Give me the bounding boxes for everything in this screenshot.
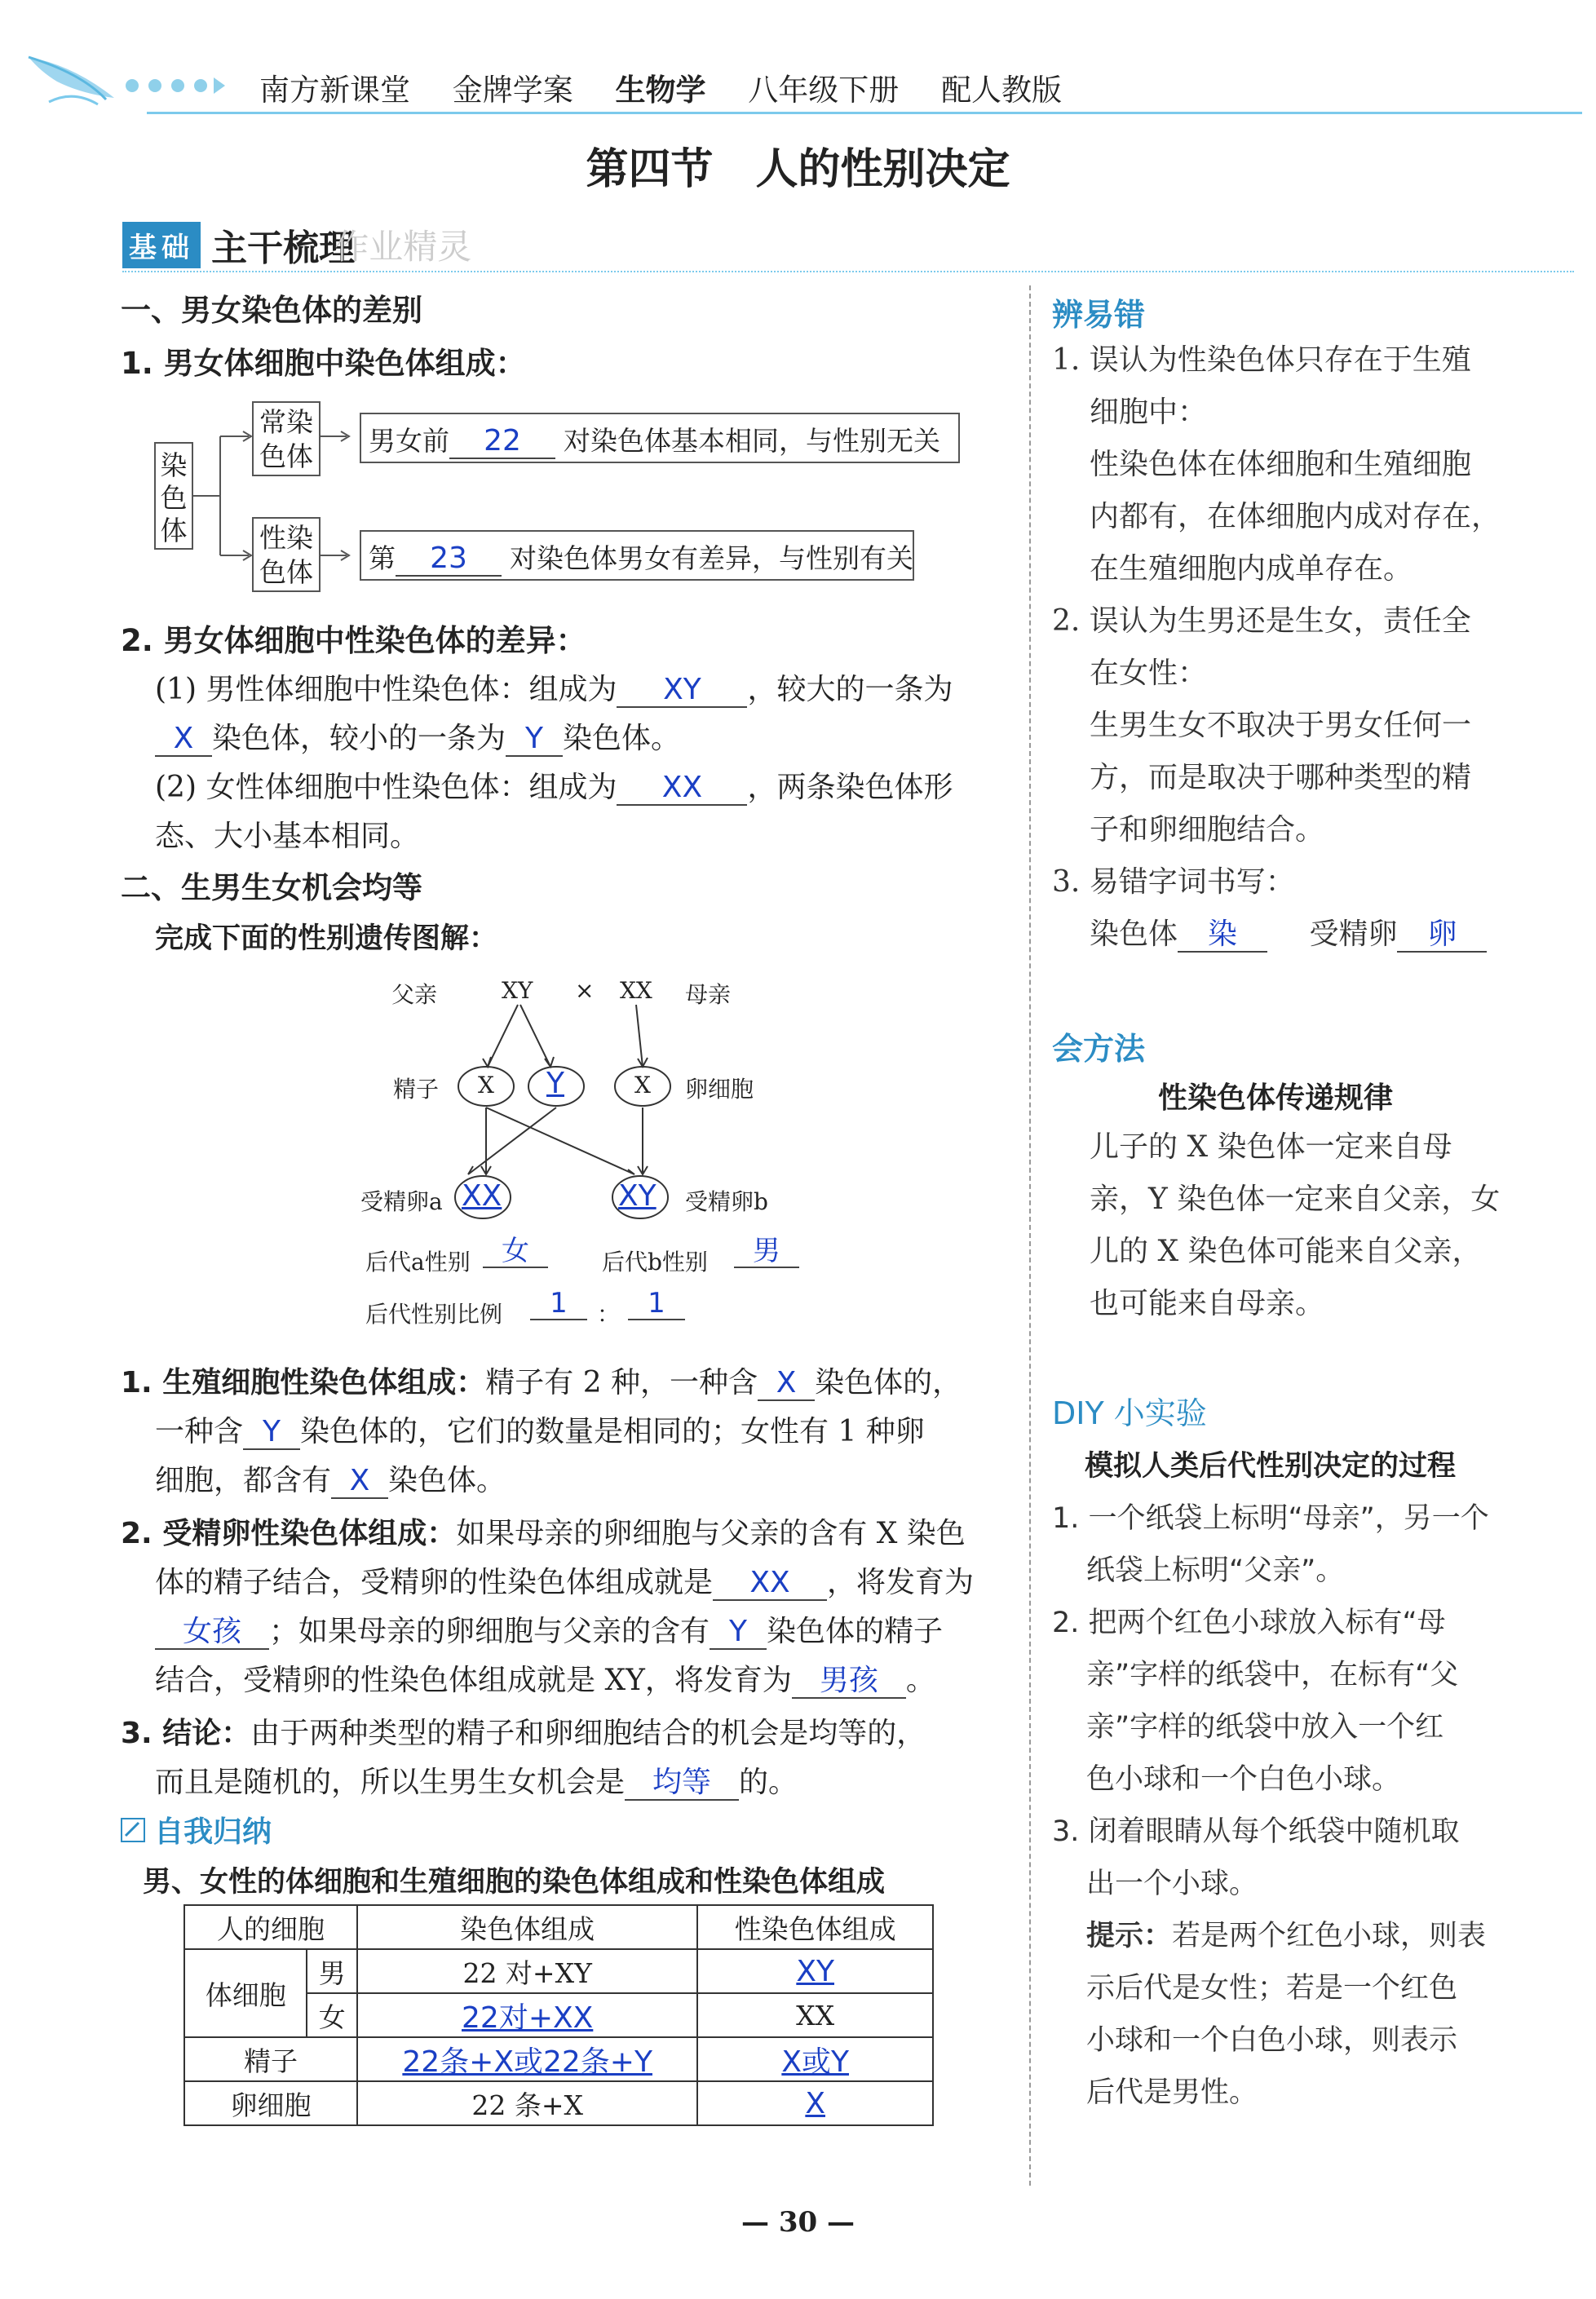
answer-y-smaller: Y [506,723,563,757]
method-line: 亲，Y 染色体一定来自父亲，女 [1090,1183,1501,1216]
table-header-row [184,1905,933,1949]
p2-line4 [155,1656,935,1706]
zygote-a-label: 受精卵a [360,1188,443,1215]
egg-x: X [634,1072,651,1099]
answer-xy: XY [617,674,747,708]
table-cell [697,2081,933,2125]
section-heading-1: 一、男女染色体的差别 [121,293,422,328]
q2a-text1: (1) 男性体细胞中性染色体：组成为 [155,673,617,706]
tip-line [1052,1910,1550,1962]
answer-female-chrom: 22对+XX [462,2001,594,2035]
method-heading: 会方法 [1052,1031,1146,1067]
tree-root: 染色体 [160,449,188,546]
ratio-1: 1 [530,1289,587,1320]
banner-badge: 基础 [122,222,201,268]
err2-line: 方，而是取决于哪种类型的精 [1090,761,1472,794]
p1-c: 一种含 [155,1415,244,1448]
error-notes [1052,334,1541,961]
sex-b: 男 [734,1236,799,1268]
word-zygote: 受精卵 [1309,917,1398,951]
table-cell: XX [697,1993,933,2037]
err2-line: 在女性： [1090,657,1208,690]
p3-a: 由于两种类型的精子和卵细胞结合的机会是均等的， [250,1717,926,1750]
mother-genotype: XX [620,977,652,1004]
table-header: 染色体组成 [357,1905,697,1949]
q2b-line2: 态、大小基本相同。 [155,820,420,853]
inheritance-diagram [343,970,832,1337]
header-edition: 配人教版 [941,73,1063,108]
method-line: 也可能来自母亲。 [1090,1287,1325,1320]
word-chromosome: 染色体 [1090,917,1178,951]
header-subject: 生物学 [615,73,706,108]
p2-d: ；如果母亲的卵细胞与父亲的含有 [269,1615,710,1648]
answer-22: 22 [449,425,555,459]
answer-egg-sex: X [805,2086,825,2120]
p2-line2 [155,1558,974,1608]
tree-autosome: 常染色体 [259,406,313,472]
mother-label: 母亲 [685,981,732,1008]
egg-label: 卵细胞 [685,1076,754,1103]
answer-girl: 女孩 [155,1616,269,1650]
p1-f: 染色体。 [388,1464,506,1497]
table-cell: 精子 [184,2037,357,2081]
chromosome-table [183,1904,934,2126]
column-divider [1029,285,1031,2186]
tree-box2-pre: 第 [369,542,396,574]
ratio-separator: ： [597,1301,621,1328]
tip-line: 示后代是女性；若是一个红色 [1086,1972,1458,2005]
table-cell [357,2037,697,2081]
banner-title: 主干梳理 [211,228,356,269]
diy-line: 1. 一个纸袋上标明“母亲”，另一个 [1052,1502,1489,1535]
q2-heading: 2. 男女体细胞中性染色体的差异： [121,623,586,658]
table-cell: 22 对+XY [357,1949,697,1993]
p2-b: 体的精子结合，受精卵的性染色体组成就是 [155,1566,714,1599]
error-heading: 辨易错 [1052,297,1146,333]
p1-d: 染色体的，它们的数量是相同的；女性有 1 种卵 [300,1415,925,1448]
section-banner [122,219,471,267]
method-title: 性染色体传递规律 [1158,1081,1394,1115]
q2b-line1 [155,763,953,813]
diy-line: 亲”字样的纸袋中放入一个红 [1086,1711,1444,1744]
answer-ran: 染 [1178,918,1267,953]
q2a-line2 [155,714,680,764]
diy-line: 色小球和一个白色小球。 [1086,1763,1401,1796]
sex-a: 女 [483,1236,548,1268]
p3-title: 3. 结论： [121,1717,251,1750]
section-heading-2: 二、生男生女机会均等 [121,870,422,905]
answer-equal: 均等 [625,1766,739,1801]
father-genotype: XY [502,977,533,1004]
banner-rule [122,271,1574,274]
tree-box1-post: 对染色体基本相同，与性别无关 [564,425,940,457]
header-series: 南方新课堂 [259,73,410,108]
q2a-text3: 染色体，较小的一条为 [212,722,506,755]
p1-b: 染色体的， [815,1366,962,1399]
sperm-y: Y [546,1067,564,1100]
table-cell: 卵细胞 [184,2081,357,2125]
answer-sperm-x: X [758,1367,815,1401]
zygote-a: XX [462,1179,502,1213]
q2b-text1: (2) 女性体细胞中性染色体：组成为 [155,771,617,804]
p3-line2 [155,1757,798,1808]
p2-f: 结合，受精卵的性染色体组成就是 XY，将发育为 [155,1664,792,1697]
answer-egg-x: X [331,1465,388,1499]
tree-box2 [369,537,913,577]
p1-a: 精子有 2 种，一种含 [485,1366,758,1399]
p2-a: 如果母亲的卵细胞与父亲的含有 X 染色 [456,1517,966,1550]
p1-line3 [155,1456,506,1506]
err1-line: 细胞中： [1090,396,1208,429]
method-text [1090,1121,1546,1330]
q2b-text2: ，两条染色体形 [747,771,953,804]
answer-sperm-chrom: 22条+X或22条+Y [402,2045,652,2079]
zygote-b-label: 受精卵b [685,1188,768,1215]
diy-heading: DIY 小实验 [1052,1395,1207,1431]
answer-luan: 卵 [1397,918,1487,953]
q1-heading: 1. 男女体细胞中染色体组成： [121,346,526,381]
method-line: 儿子的 X 染色体一定来自母 [1090,1130,1452,1164]
diy-line: 纸袋上标明“父亲”。 [1086,1554,1345,1587]
answer-sperm-y2: Y [710,1616,767,1650]
answer-sperm-sex: X或Y [781,2045,849,2079]
p2-title: 2. 受精卵性染色体组成： [121,1517,457,1550]
method-line: 儿的 X 染色体可能来自父亲， [1090,1235,1482,1268]
table-header: 性染色体组成 [697,1905,933,1949]
answer-boy: 男孩 [792,1665,906,1699]
pencil-icon [121,1818,145,1842]
q2a-text2: ，较大的一条为 [747,673,953,706]
diy-title: 模拟人类后代性别决定的过程 [1085,1450,1457,1483]
diy-steps [1052,1492,1550,2119]
p1-title: 1. 生殖细胞性染色体组成： [121,1366,486,1399]
p2-line1 [121,1509,966,1559]
sperm-x: X [478,1072,494,1099]
cross-symbol: × [575,977,595,1004]
table-cell: 女 [307,1993,357,2037]
answer-male-sex: XY [796,1954,834,1988]
page-number: — 30 — [741,2206,855,2239]
err1-line: 在生殖细胞内成单存在。 [1090,552,1413,586]
p1-line1 [121,1358,962,1408]
sex-b-label: 后代b性别 [602,1249,708,1276]
err2-line: 2. 误认为生男还是生女，责任全 [1052,604,1471,638]
err1-line: 性染色体在体细胞和生殖细胞 [1090,448,1472,481]
table-row [184,2037,933,2081]
err3-line: 3. 易错字词书写： [1052,865,1295,899]
diy-line: 2. 把两个红色小球放入标有“母 [1052,1607,1446,1639]
watermark: 作业精灵 [334,227,472,267]
summary-head-text: 自我归纳 [154,1815,272,1849]
p3-b: 而且是随机的，所以生男生女机会是 [155,1766,626,1799]
header-dots [122,76,228,99]
p1-line2 [155,1407,925,1457]
table-row [184,2081,933,2125]
table-cell [697,1949,933,1993]
table-cell [357,1993,697,2037]
table-cell: 男 [307,1949,357,1993]
p2-e: 染色体的精子 [767,1615,944,1648]
diy-line: 亲”字样的纸袋中，在标有“父 [1086,1659,1459,1691]
tree-box1-pre: 男女前 [369,425,449,457]
header-bar [259,65,1062,109]
answer-x-larger: X [155,723,212,757]
diy-line: 出一个小球。 [1086,1868,1258,1900]
summary-heading [121,1809,272,1850]
chromosome-tree [147,396,987,608]
father-label: 父亲 [391,981,438,1008]
page-title: 第四节 人的性别决定 [586,144,1010,194]
tip-line: 小球和一个白色小球，则表示 [1086,2024,1458,2057]
tree-sex-chromosome: 性染色体 [259,522,313,588]
diagram-intro: 完成下面的性别遗传图解： [155,922,498,955]
err1-line: 1. 误认为性染色体只存在于生殖 [1052,343,1471,377]
p1-e: 细胞，都含有 [155,1464,332,1497]
table-cell: 体细胞 [184,1949,307,2037]
err2-line: 生男生女不取决于男女任何一 [1090,709,1472,742]
answer-23: 23 [396,542,502,577]
answer-sperm-y: Y [243,1416,300,1450]
table-cell: 22 条+X [357,2081,697,2125]
ratio-label: 后代性别比例 [365,1301,503,1328]
zygote-b: XY [618,1179,657,1213]
table-cell [697,2037,933,2081]
p2-c: ，将发育为 [827,1566,975,1599]
ratio-2: 1 [628,1289,685,1320]
q2a-line1 [155,665,953,715]
p3-c: 的。 [739,1766,798,1799]
table-header: 人的细胞 [184,1905,357,1949]
p2-g: 。 [905,1664,935,1697]
err1-line: 内都有，在体细胞内成对存在， [1090,500,1501,533]
tip-text: 若是两个红色小球，则表 [1172,1920,1487,1952]
tree-box1 [369,420,940,459]
p2-line3 [155,1607,943,1657]
tip-label: 提示： [1086,1920,1173,1952]
err3-words [1052,909,1541,961]
header-grade: 八年级下册 [748,73,900,108]
summary-title: 男、女性的体细胞和生殖细胞的染色体组成和性染色体组成 [143,1866,886,1899]
tree-box2-post: 对染色体男女有差异，与性别有关 [510,542,913,574]
sex-a-label: 后代a性别 [365,1249,471,1276]
diy-line: 3. 闭着眼睛从每个纸袋中随机取 [1052,1815,1460,1848]
table-row [184,1949,933,1993]
err2-line: 子和卵细胞结合。 [1090,813,1325,847]
p3-line1 [121,1709,926,1759]
answer-xx: XX [617,771,747,806]
q2a-text4: 染色体。 [563,722,681,755]
sperm-label: 精子 [393,1076,440,1103]
header-brand: 金牌学案 [452,73,573,108]
answer-zygote-xx: XX [713,1567,827,1601]
header-rule [147,112,1582,114]
tip-line: 后代是男性。 [1086,2076,1258,2109]
